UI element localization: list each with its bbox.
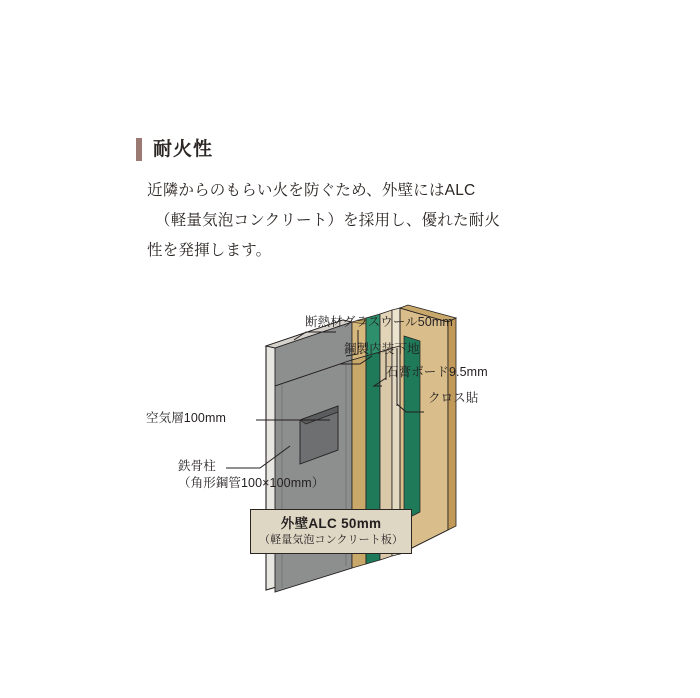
label-steel-column-line2: （角形鋼管100×100mm） (178, 475, 325, 490)
label-outer-wall-line2: （軽量気泡コンクリート板） (259, 533, 404, 546)
label-steel-column-line1: 鉄骨柱 (178, 459, 216, 473)
body-line-1: 近隣からのもらい火を防ぐため、外壁にはALC (147, 182, 476, 199)
label-steel-column (178, 458, 324, 492)
section-heading (136, 138, 213, 161)
label-air-layer: 空気層100mm (146, 411, 226, 425)
body-line-2: （軽量気泡コンクリート）を採用し、優れた耐火 (155, 212, 501, 230)
body-paragraph (147, 176, 577, 267)
label-steel-furring: 鋼製内装下地 (344, 342, 420, 356)
label-outer-wall-alc (250, 509, 412, 554)
label-cloth-finish: クロス貼 (428, 391, 479, 405)
label-outer-wall-line1: 外壁ALC 50mm (280, 516, 382, 531)
label-gypsum-board: 石膏ボード9.5mm (386, 365, 488, 379)
interior-board-side (448, 318, 456, 530)
heading-accent-bar (136, 138, 142, 161)
body-line-3: 性を発揮します。 (147, 242, 272, 260)
wall-section-diagram (0, 300, 700, 620)
page-title: 耐火性 (153, 139, 214, 160)
label-insulation: 断熱材グラスウール50mm (305, 315, 453, 329)
